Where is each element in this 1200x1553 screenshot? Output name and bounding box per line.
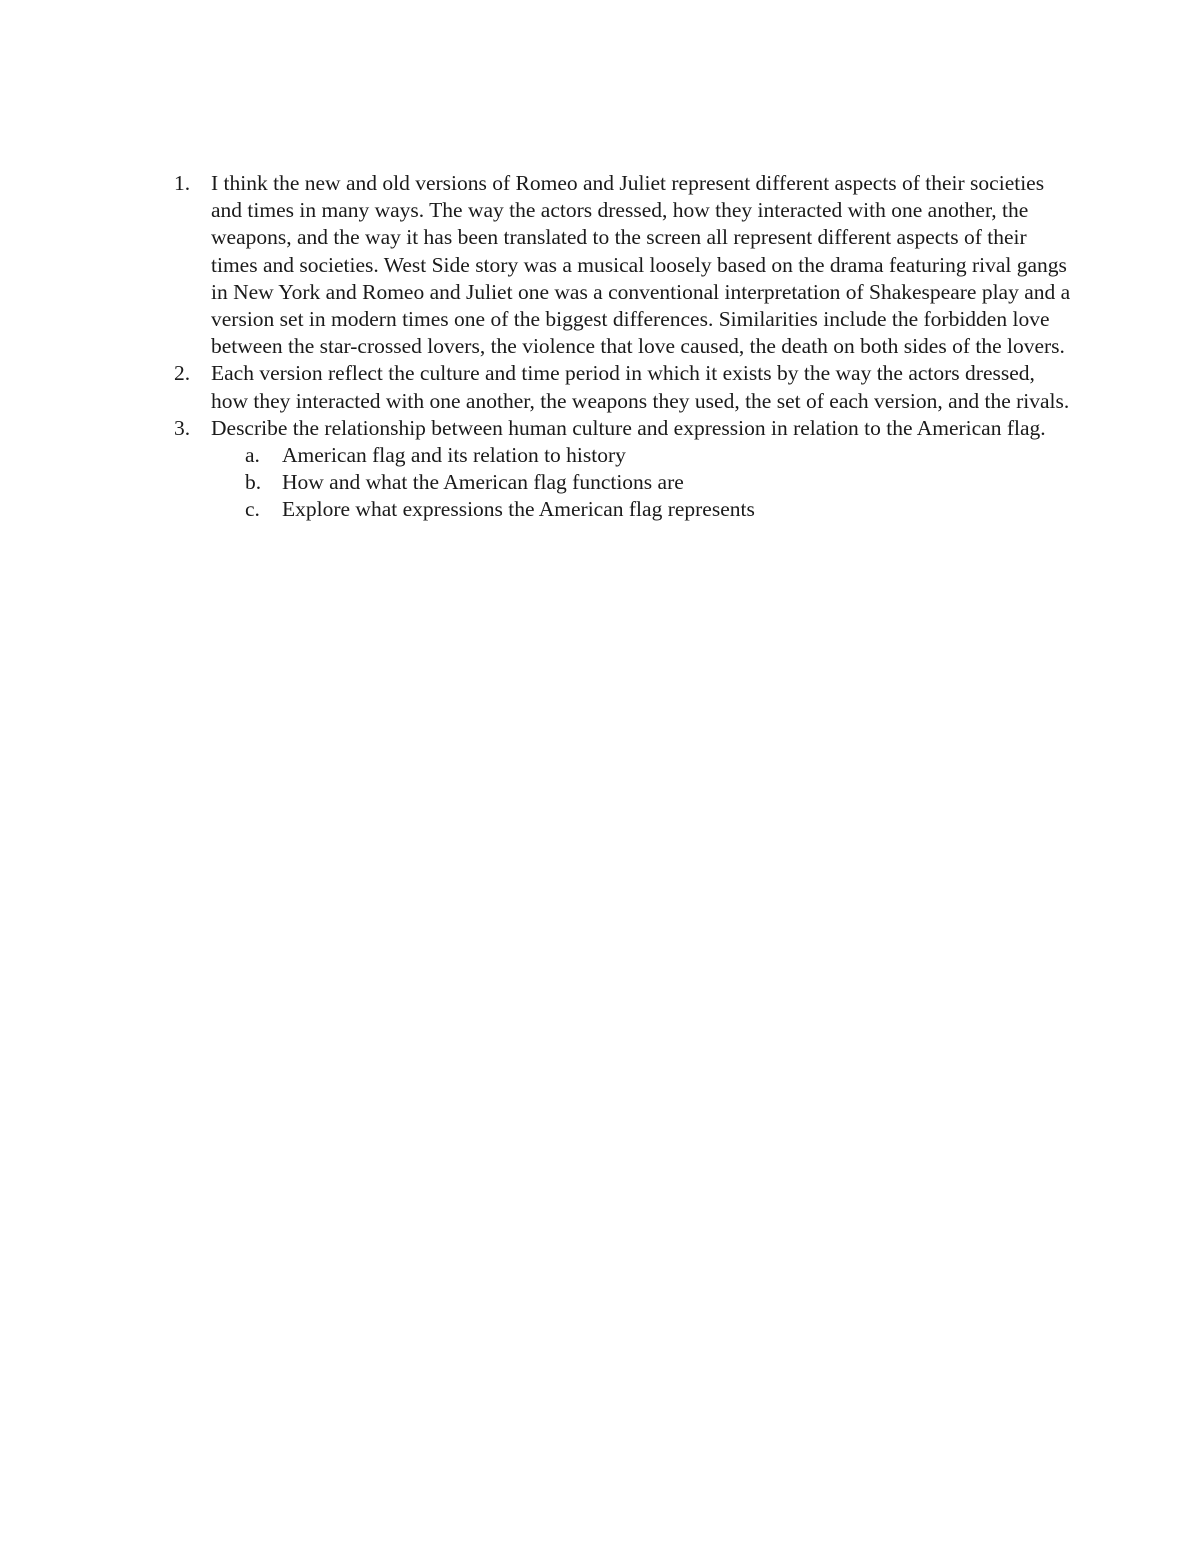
list-number: 3.: [174, 415, 191, 440]
sublist-item-text: American flag and its relation to history: [282, 443, 626, 468]
list-item-2: [174, 360, 1074, 414]
sublist-item-b: [245, 469, 1074, 496]
list-item-text: I think the new and old versions of Romeo and Juliet represent different aspects of their societies and times in many ways. The way the actors dressed, how they interacted with one another, the weapons, and the way it has been translated to the screen all represent different aspects of their times and societies. West Side story was a musical loosely based on the drama featuring rival gangs in New York and Romeo and Juliet one was a conventional interpretation of Shakespeare play and a version set in modern times one of the biggest differences. Similarities include the forbidden love between the star-crossed lovers, the violence that love caused, the death on both sides of the lovers.: [211, 171, 1071, 359]
list-item-text: Describe the relationship between human culture and expression in relation to the American flag.: [211, 415, 1046, 440]
list-item-1: [174, 170, 1074, 360]
sublist-letter: b.: [245, 470, 262, 495]
sublist-item-c: [245, 496, 1074, 523]
list-item-3: [174, 415, 1074, 442]
sublist-item-text: How and what the American flag functions are: [282, 470, 684, 495]
sublist-item-a: [245, 442, 1074, 469]
sublist-item-text: Explore what expressions the American flag represents: [282, 497, 755, 522]
list-number: 2.: [174, 361, 191, 386]
numbered-list: [174, 170, 1074, 524]
sublist-letter: c.: [245, 497, 260, 522]
list-number: 1.: [174, 171, 191, 195]
list-item-text: Each version reflect the culture and time period in which it exists by the way the actors dressed, how they interacted with one another, the weapons they used, the set of each version, and the rivals.: [211, 361, 1070, 413]
sublist-letter: a.: [245, 443, 260, 468]
